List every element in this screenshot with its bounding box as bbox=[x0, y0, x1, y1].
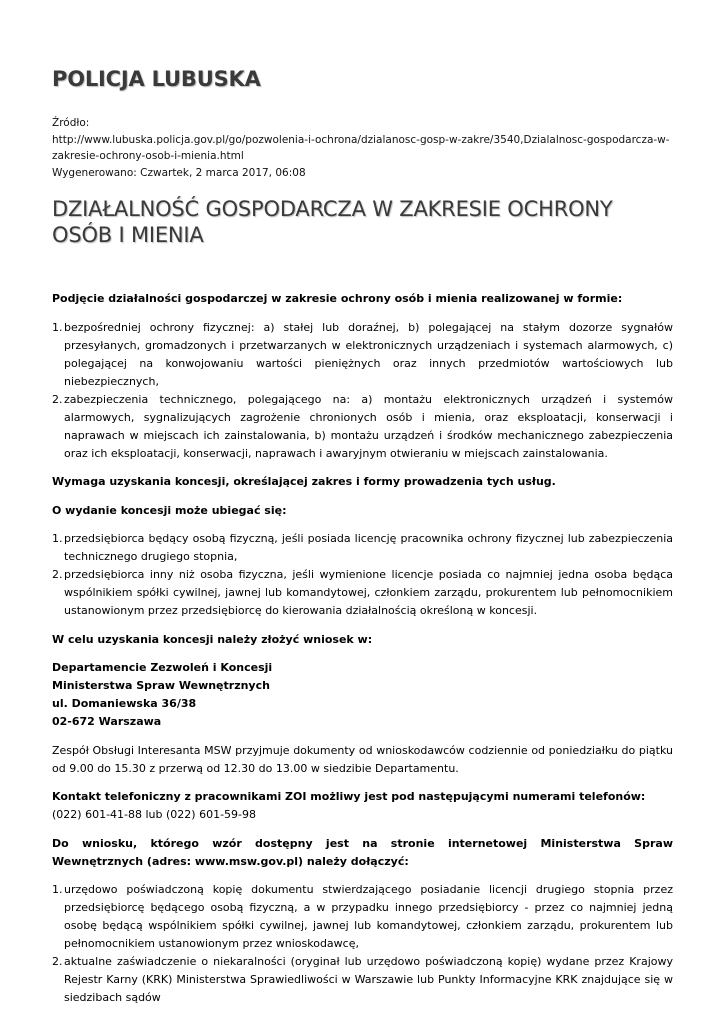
office-hours: Zespół Obsługi Interesanta MSW przyjmuje dokumenty od wnioskodawców codziennie od poniedziałku do piątku od 9.00 do 15.30 z przerwą od 12.30 do 13.00 w siedzibie Departamentu. bbox=[52, 743, 673, 775]
office-address bbox=[52, 659, 673, 731]
phone-numbers: (022) 601-41-88 lub (022) 601-59-98 bbox=[52, 808, 257, 821]
phone-contact bbox=[52, 788, 673, 824]
address-line: Ministerstwa Spraw Wewnętrznych bbox=[52, 679, 270, 692]
list-item: 1. urzędowo poświadczoną kopię dokumentu stwierdzającego posiadanie licencji drugiego stopnia przez przedsiębiorcę będącego osobą fizyczną, a w przypadku innego przedsiębiorcy - przez co najmniej jedną osobę będącą wspólnikiem spółki cywilnej, jawnej lub komandytowej, członkiem zarządu, prokurentem lub pełnomocnikiem ustanowionym przez wnioskodawcę, bbox=[52, 883, 673, 950]
list-item: 1. przedsiębiorca będący osobą fizyczną, jeśli posiada licencję pracownika ochrony fizycznej lub zabezpieczenia technicznego drugiego stopnia, bbox=[52, 532, 673, 563]
address-line: Departamencie Zezwoleń i Koncesji bbox=[52, 661, 273, 674]
address-line: ul. Domaniewska 36/38 bbox=[52, 697, 197, 710]
intro-heading: Podjęcie działalności gospodarczej w zakresie ochrony osób i mienia realizowanej w formie: bbox=[52, 292, 623, 305]
site-title: POLICJA LUBUSKA bbox=[52, 67, 261, 91]
attachments-heading: Do wniosku, którego wzór dostępny jest na stronie internetowej Ministerstwa Spraw Wewnętrznych (adres: www.msw.gov.pl) należy dołączyć: bbox=[52, 836, 673, 868]
document-title: DZIAŁALNOŚĆ GOSPODARCZA W ZAKRESIE OCHRONY OSÓB I MIENIA bbox=[52, 197, 613, 247]
eligibility-heading: O wydanie koncesji może ubiegać się: bbox=[52, 503, 287, 517]
phone-heading: Kontakt telefoniczny z pracownikami ZOI możliwy jest pod następującymi numerami telefonów: bbox=[52, 790, 646, 803]
application-heading: W celu uzyskania koncesji należy złożyć wniosek w: bbox=[52, 632, 373, 646]
source-url: http://www.lubuska.policja.gov.pl/go/pozwolenia-i-ochrona/dzialanosc-gosp-w-zakre/3540,Dzialalnosc-gospodarcza-w-zakresie-ochrony-osob-i-mienia.html bbox=[52, 133, 670, 162]
address-line: 02-672 Warszawa bbox=[52, 715, 162, 728]
list-item: 2. zabezpieczenia technicznego, polegającego na: a) montażu elektronicznych urządzeń i systemów alarmowych, sygnalizujących zagrożenie chronionych osób i mienia, oraz eksploatacji, konserwacji i naprawach w miejscach ich zainstalowania, b) montażu urządzeń i środków mechanicznego zabezpieczenia oraz ich eksploatacji, konserwacji, naprawach i awaryjnym otwieraniu w miejscach zainstalowania. bbox=[52, 392, 673, 460]
document-body bbox=[52, 290, 673, 1007]
list-item: 2. przedsiębiorca inny niż osoba fizyczna, jeśli wymienione licencje posiada co najmniej jedna osoba będąca wspólnikiem spółki cywilnej, jawnej lub komandytowej, członkiem zarządu, prokurentem lub pełnomocnikiem ustanowionym przez przedsiębiorcę do kierowania działalnością określoną w koncesji. bbox=[52, 568, 673, 617]
source-label: Źródło: bbox=[52, 117, 90, 129]
eligibility-list bbox=[52, 530, 673, 620]
generated-date: Wygenerowano: Czwartek, 2 marca 2017, 06:08 bbox=[52, 166, 306, 179]
source-meta bbox=[52, 115, 673, 181]
attachments-list bbox=[52, 881, 673, 1007]
list-item: 1. bezpośredniej ochrony fizycznej: a) stałej lub doraźnej, b) polegającej na stałym dozorze sygnałów przesyłanych, gromadzonych i przetwarzanych w elektronicznych urządzeniach i systemach alarmowych, c) polegającej na konwojowaniu wartości pieniężnych oraz innych przedmiotów wartościowych lub niebezpiecznych, bbox=[52, 320, 673, 388]
forms-list bbox=[52, 319, 673, 463]
list-item: 2. aktualne zaświadczenie o niekaralności (oryginał lub urzędowo poświadczoną kopię) wydane przez Krajowy Rejestr Karny (KRK) Ministerstwa Sprawiedliwości w Warszawie lub Punkty Informacyjne KRK znajdujące się w siedzibach sądów bbox=[52, 955, 673, 1004]
concession-required: Wymaga uzyskania koncesji, określającej zakres i formy prowadzenia tych usług. bbox=[52, 475, 556, 488]
